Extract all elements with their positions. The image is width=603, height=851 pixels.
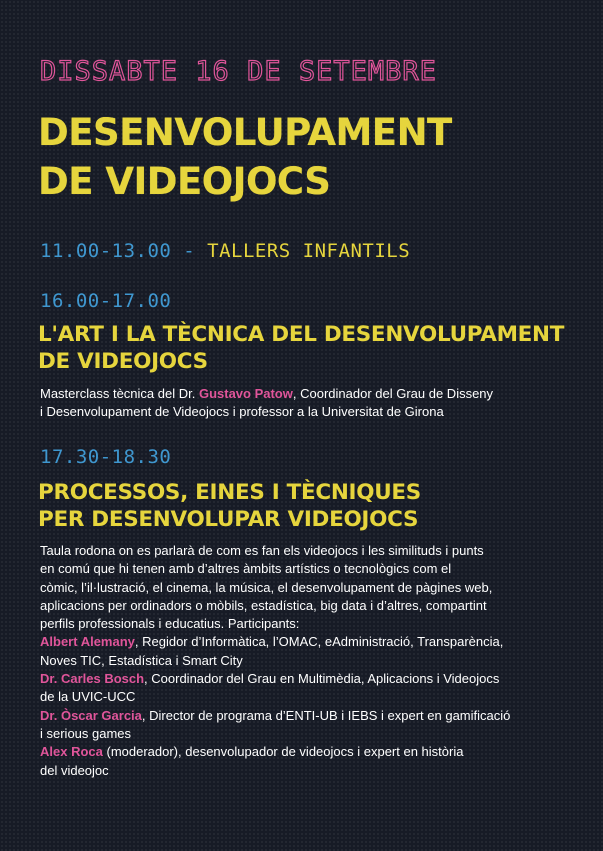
event-title-line1: DESENVOLUPAMENT	[38, 111, 452, 154]
participant-role: , Director de programa d’ENTI-UB i IEBS i expert en gamificació	[141, 707, 511, 723]
participant-line1	[40, 670, 560, 688]
participant-name: Dr. Òscar Garcia	[40, 707, 142, 723]
taula-intro-line: Taula rodona on es parlarà de com es fan els videojocs i les similituds i punts	[40, 543, 484, 558]
session-taula-title-line2: PER DESENVOLUPAR VIDEOJOCS	[38, 507, 419, 532]
session-masterclass-title-line1: L'ART I LA TÈCNICA DEL DESENVOLUPAMENT	[38, 322, 565, 347]
session-masterclass-time: 16.00-17.00	[40, 290, 172, 312]
session-taula-time: 17.30-18.30	[40, 446, 172, 468]
participant-line2: Noves TIC, Estadística i Smart City	[40, 652, 243, 668]
participant-line1	[40, 633, 560, 651]
session-taula-description	[40, 542, 560, 780]
taula-intro-line: còmic, l’il·lustració, el cinema, la música, el desenvolupament de pàgines web,	[40, 579, 493, 595]
participant-name: Dr. Carles Bosch	[40, 671, 145, 687]
event-title-line2: DE VIDEOJOCS	[38, 160, 331, 203]
participant-line1	[40, 707, 560, 725]
session-masterclass-description	[40, 385, 560, 422]
participant-role: , Regidor d’Informàtica, l’OMAC, eAdministració, Transparència,	[134, 634, 504, 650]
participant-line2: de la UVIC-UCC	[40, 689, 136, 705]
masterclass-desc-prefix: Masterclass tècnica del Dr.	[40, 386, 199, 401]
event-date: DISSABTE 16 DE SETEMBRE	[40, 56, 437, 87]
masterclass-desc-suffix: , Coordinador del Grau de Disseny	[292, 386, 494, 401]
session-infantils-heading	[40, 240, 410, 262]
session-taula-title-line1: PROCESSOS, EINES I TÈCNIQUES	[38, 480, 421, 505]
masterclass-speaker: Gustavo Patow	[198, 386, 293, 401]
participant-name: Alex Roca	[40, 744, 103, 760]
taula-intro-line: en comú que hi tenen amb d’altres àmbits artístics o tecnològics com el	[40, 561, 452, 577]
taula-intro-line: perfils professionals i educatius. Participants:	[40, 616, 300, 632]
participant-line2: del videojoc	[40, 762, 109, 778]
masterclass-desc-line1	[40, 385, 560, 403]
participant-line2: i serious games	[40, 725, 132, 741]
session-infantils-time: 11.00-13.00	[40, 240, 172, 262]
taula-intro-line: aplicacions per ordinadors o mòbils, estadística, big data i d’altres, compartint	[40, 597, 487, 613]
session-masterclass-title-line2: DE VIDEOJOCS	[38, 349, 208, 374]
masterclass-desc-line2: i Desenvolupament de Videojocs i professor a la Universitat de Girona	[40, 404, 444, 420]
session-infantils-label: TALLERS INFANTILS	[207, 240, 411, 262]
participant-role: , Coordinador del Grau en Multimèdia, Aplicacions i Videojocs	[144, 671, 500, 687]
participant-role: (moderador), desenvolupador de videojocs i expert en història	[102, 744, 464, 760]
participant-line1	[40, 743, 560, 761]
session-infantils-separator: -	[171, 240, 208, 262]
participant-name: Albert Alemany	[40, 634, 135, 650]
